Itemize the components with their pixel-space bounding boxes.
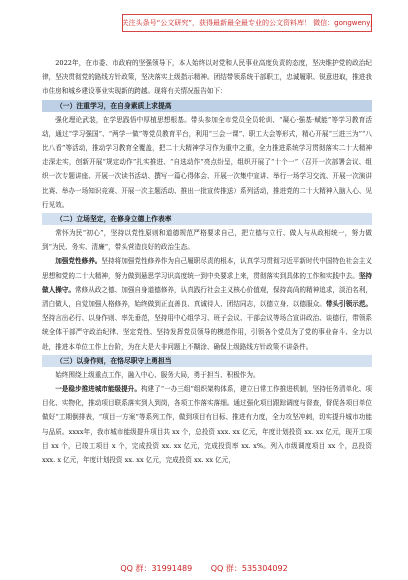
paragraph-2b-lead: 加强党性修养。 — [55, 257, 102, 266]
paragraph-2d-lead: 带头引领示范。 — [325, 300, 373, 309]
paragraph-3b-lead: 一是稳步推进城市能级提升。 — [55, 385, 141, 394]
paragraph-3a: 始终围绕上级重点工作，融入中心、服务大局，勇于担当、积极作为。 — [55, 370, 260, 379]
paragraph-3b-body: 构建了“一办三组”组织架构体系，建立日常工作推进机制，坚持任务清单化、项目化、实物化，推动项目联系落实到人到岗，各项工作落实落细。通过强化项目跟踪调度与督查，督促各项目单位做好“工期倒排表，“项目一方案”等系列工作，做到项目有目标、推进有力度，全力攻坚冲刺，切实提升城市功能与品质。xxxx年，我市城市能级提升项目共 xx 个，总投资 xxx. xx 亿元，年度计划投资 xx. xx 亿元，现开工项目 xx 个，已竣工项目 x 个，完成投资 xx. xx 亿元，完成投资率 xx. x%。列入市级调度项目 xx 个，总投资 xxx. x 亿元，年度计划投资 xx. xx 亿元，完成投资 xx. xx 亿元， — [42, 385, 372, 465]
paragraph-2c-body: 常修从政之德、加强自身道德修养，认真践行社会主义核心价值观，保持高尚的精神追求，淡泊名利，清白做人，自觉加强人格修养，始终做到正直善良、真诚待人、团结同志，以德立身、以德服众。 — [42, 285, 373, 309]
paragraph-2a: 常怀为民“初心”，坚持以党性原则和道德规范严格要求自己，把立德与立行、做人与从政相统一，努力做到“为民、务实、清廉”，带头营造良好的政治生态。 — [42, 229, 372, 252]
section-heading-1: （一）注重学习，在自身素质上求提高 — [42, 100, 372, 112]
paragraph-1: 强化理论武装，在学思践悟中厚植思想根基。带头参加全市党员全员轮训、“凝心·强基·赋能”等学习教育活动，通过“学习强国”、“两学一做”等党员教育平台，利用“三会一课”、职工大会等形式，精心开展“三进三为”“八比八看”等活动，推动学习教育全覆盖，把二十大精神学习作为重中之重，全力推进系统学习贯彻落实二十大精神走深走实，创新开展“规定动作”扎实推进、“自选动作”亮点纷呈，组织开展了“十个一”（召开一次部署会议、组织一次专题讲座、开展一次读书活动、撰写一篇心得体会、开展一次集中宣讲、举行一场学习交流、开展一次演讲比赛、举办一场知识竞赛、开展一次主题活动、推出一批宣传推送）系列活动，推进党的二十大精神入脑入心、见行见效。 — [42, 115, 372, 209]
paragraph-2d-body: 坚持言出必行、以身作则、率先垂范，坚持用中心组学习、班子会议、干部会议等场合宣讲政治、谈德行，带领系统全体干部严守政治纪律、坚定党性、坚持发挥党员领导的模范作用，引领各个党员为了党的事业奋斗、全力以赴，推进本单位工作上台阶，为在大是大非问题上不糊涂、确保上级路线方针政策不讲条件。 — [42, 314, 372, 351]
paragraph-3b — [42, 382, 372, 467]
document-body — [42, 56, 372, 467]
footer-qq-group: QQ 群：31991489 — [120, 564, 193, 573]
paragraph-2b — [42, 254, 372, 353]
promo-banner: 关注头条号“公文研究”，获得最新最全最专业的公文资料库！ 微信：gongwenyj — [122, 14, 372, 32]
paragraph-2c-lead: 坚持做人操守。 — [42, 271, 373, 294]
intro-paragraph: 2022年，在市委、市政府的坚强领导下，本人始终以对党和人民事业高度负责的态度，坚决维护党的政治纪律，坚决贯彻党的路线方针政策，坚决落实上级指示精神。团结带领系统干部职工，忠诚履职、锐意进取，推进我市住房和城乡建设事业实现新的跨越。现将有关情况报告如下： — [42, 59, 372, 96]
section-heading-3: （三）以身作则，在恪尽职守上勇担当 — [42, 355, 372, 367]
section-heading-2: （二）立场坚定，在修身立德上作表率 — [42, 213, 372, 225]
paragraph-2b-body: 坚持将加强党性修养作为自己履职尽责的根本，认真学习贯彻习近平新时代中国特色社会主义思想和党的二十大精神，努力做到悬思学习识高度统一到中央要求上来，贯彻落实到具体的工作和实践中去。 — [42, 257, 372, 280]
footer-contact — [0, 563, 408, 574]
footer-qq-group-2: QQ 群：535304092 — [210, 564, 288, 573]
